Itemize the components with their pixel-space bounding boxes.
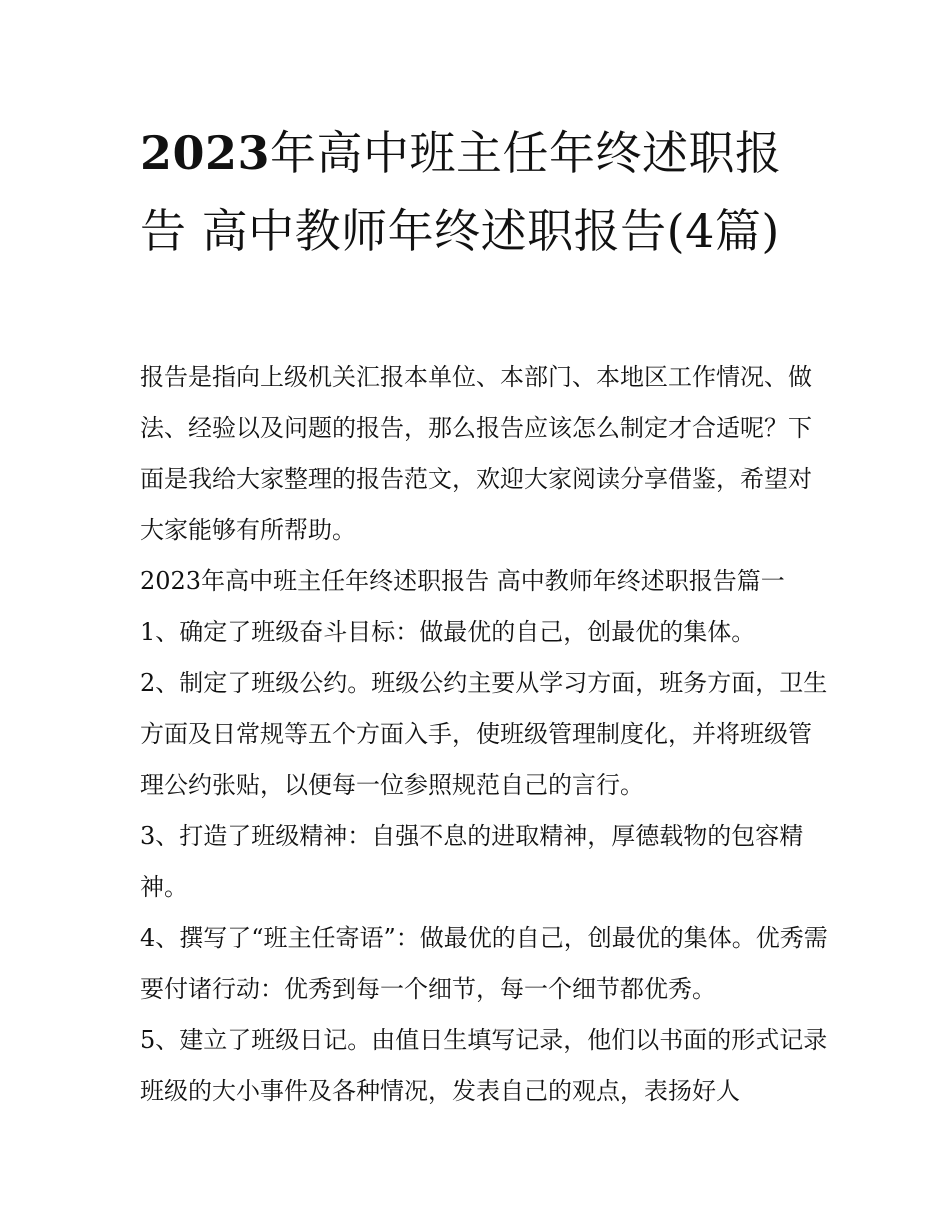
- list-item-3: 3、打造了班级精神：自强不息的进取精神，厚德载物的包容精神。: [140, 822, 804, 901]
- intro-paragraph: 报告是指向上级机关汇报本单位、本部门、本地区工作情况、做法、经验以及问题的报告，那么报告应该怎么制定才合适呢？下面是我给大家整理的报告范文，欢迎大家阅读分享借鉴，希望对大家能够有所帮助。: [140, 363, 812, 544]
- section-heading: 2023年高中班主任年终述职报告 高中教师年终述职报告篇一: [140, 567, 785, 595]
- list-item-2: 2、制定了班级公约。班级公约主要从学习方面，班务方面，卫生方面及日常规等五个方面入手，使班级管理制度化，并将班级管理公约张贴，以便每一位参照规范自己的言行。: [140, 669, 828, 799]
- document-body: [140, 352, 830, 1117]
- list-item-1: 1、确定了班级奋斗目标：做最优的自己，创最优的集体。: [140, 618, 756, 646]
- list-item-5: 5、建立了班级日记。由值日生填写记录，他们以书面的形式记录班级的大小事件及各种情况，发表自己的观点，表扬好人: [140, 1026, 828, 1105]
- document-title: [140, 114, 820, 270]
- list-item-4: 4、撰写了“班主任寄语”：做最优的自己，创最优的集体。优秀需要付诸行动：优秀到每一个细节，每一个细节都优秀。: [140, 924, 828, 1003]
- title-text: 年高中班主任年终述职报告 高中教师年终述职报告(4篇): [140, 126, 782, 258]
- title-year: 2023: [140, 126, 271, 180]
